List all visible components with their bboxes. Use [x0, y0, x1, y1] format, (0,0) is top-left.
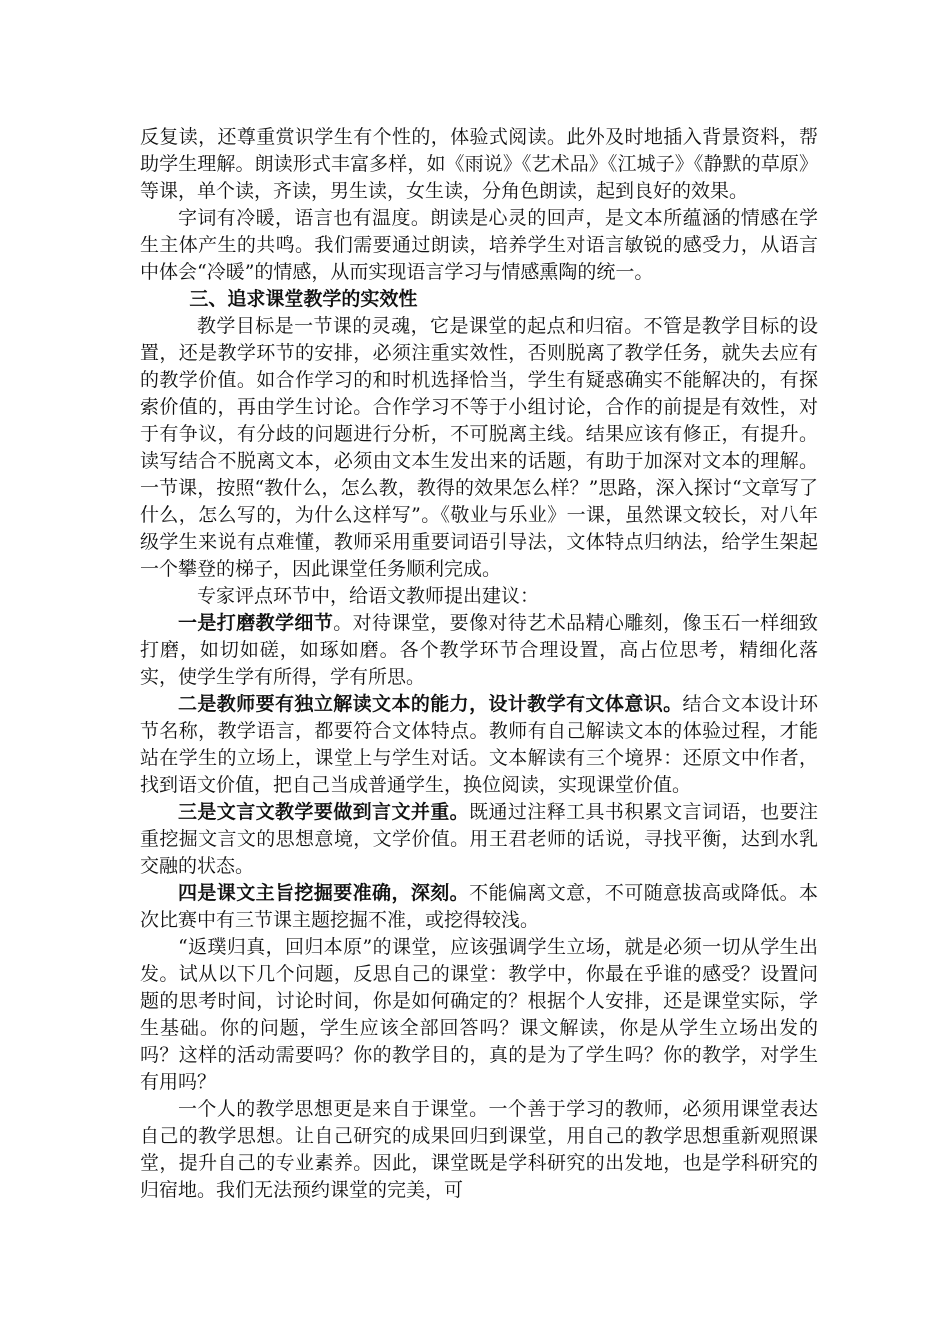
suggestion-1-lead: 一是打磨教学细节 — [178, 612, 334, 634]
suggestion-2-body: 结合文本设计环节名称，教学语言，都要符合文体特点。教师有自己解读文本的体验过程，才能站在学生的立场上，课堂上与学生对话。文本解读有三个境界：还原文中作者，找到语文价值，把自己当成普通学生，换位阅读，实现课堂价值。 — [140, 693, 818, 796]
paragraph-teaching-goals: 教学目标是一节课的灵魂，它是课堂的起点和归宿。不管是教学目标的设置，还是教学环节的安排，必须注重实效性，否则脱离了教学任务，就失去应有的教学价值。如合作学习的和时机选择恰当，学生有疑惑确实不能解决的，有探索价值的，再由学生讨论。合作学习不等于小组讨论，合作的前提是有效性，对于有争议，有分歧的问题进行分析，不可脱离主线。结果应该有修正，有提升。读写结合不脱离文本，必须由文本生发出来的话题，有助于加深对文本的理解。一节课，按照“教什么，怎么教，教得的效果怎么样？”思路，深入探讨“文章写了什么，怎么写的，为什么这样写”。《敬业与乐业》一课，虽然课文较长，对八年级学生来说有点难懂，教师采用重要词语引导法，文体特点归纳法，给学生架起一个攀登的梯子，因此课堂任务顺利完成。 — [140, 315, 818, 580]
paragraph-student-stance: “返璞归真，回归本原”的课堂，应该强调学生立场，就是必须一切从学生出发。试从以下几个问题，反思自己的课堂：教学中，你最在乎谁的感受？设置问题的思考时间，讨论时间，你是如何确定的？根据个人安排，还是课堂实际，学生基础。你的问题，学生应该全部回答吗？课文解读，你是从学生立场出发的吗？这样的活动需要吗？你的教学目的，真的是为了学生吗？你的教学，对学生有用吗？ — [140, 936, 818, 1093]
suggestion-2-lead: 二是教师要有独立解读文本的能力，设计教学有文体意识。 — [178, 693, 683, 715]
suggestion-3-lead: 三是文言文教学要做到言文并重。 — [178, 801, 470, 823]
paragraph-suggestion-2 — [140, 691, 818, 799]
suggestion-1-body: 。对待课堂，要像对待艺术品精心雕刻，像玉石一样细致打磨，如切如磋，如琢如磨。各个教学环节合理设置，高占位思考，精细化落实，使学生学有所得，学有所思。 — [140, 612, 818, 688]
paragraph-reading-forms: 反复读，还尊重赏识学生有个性的，体验式阅读。此外及时地插入背景资料，帮助学生理解。朗读形式丰富多样，如《雨说》《艺术品》《江城子》《静默的草原》等课，单个读，齐读，男生读，女生读，分角色朗读，起到良好的效果。 — [140, 126, 818, 202]
paragraph-suggestion-1 — [140, 610, 818, 691]
suggestion-4-lead: 四是课文主旨挖掘要准确，深刻。 — [178, 882, 470, 904]
section-heading-3: 三、追求课堂教学的实效性 — [189, 288, 418, 310]
document-page — [140, 124, 818, 1204]
paragraph-words-warmth: 字词有冷暖，语言也有温度。朗读是心灵的回声，是文本所蕴涵的情感在学生主体产生的共鸣。我们需要通过朗读，培养学生对语言敏锐的感受力，从语言中体会“冷暖”的情感，从而实现语言学习与情感熏陶的统一。 — [140, 207, 818, 283]
paragraph-teaching-thought: 一个人的教学思想更是来自于课堂。一个善于学习的教师，必须用课堂表达自己的教学思想。让自己研究的成果回归到课堂，用自己的教学思想重新观照课堂，提升自己的专业素养。因此，课堂既是学科研究的出发地，也是学科研究的归宿地。我们无法预约课堂的完美，可 — [140, 1098, 818, 1201]
suggestion-4-body: 不能偏离文意，不可随意拔高或降低。本次比赛中有三节课主题挖掘不准，或挖得较浅。 — [140, 882, 818, 931]
paragraph-suggestion-4 — [140, 880, 818, 934]
paragraph-suggestion-3 — [140, 799, 818, 880]
suggestion-3-body: 既通过注释工具书积累文言词语，也要注重挖掘文言文的思想意境，文学价值。用王君老师的话说，寻找平衡，达到水乳交融的状态。 — [140, 801, 818, 877]
paragraph-expert-comments: 专家评点环节中，给语文教师提出建议： — [197, 585, 540, 607]
